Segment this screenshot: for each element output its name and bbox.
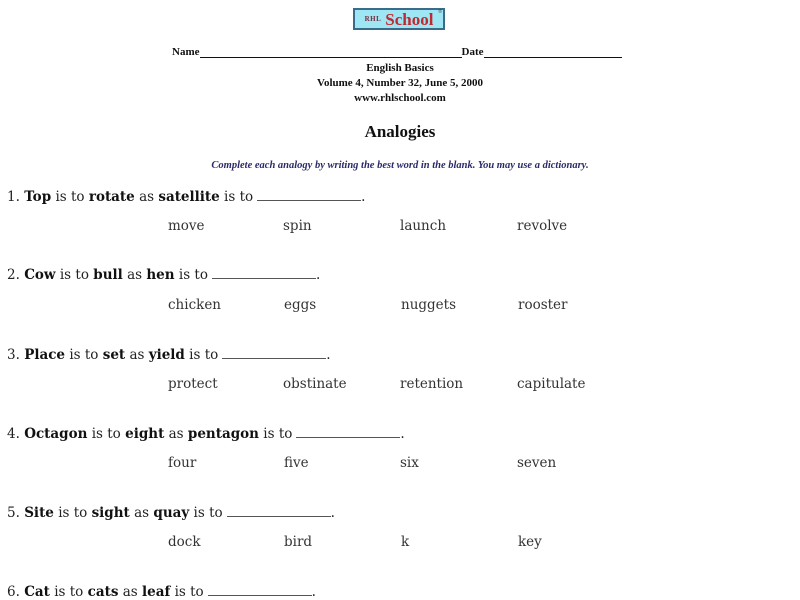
term-c: yield bbox=[148, 347, 185, 363]
term-a: Site bbox=[24, 505, 54, 521]
term-c: pentagon bbox=[187, 426, 259, 442]
term-c: quay bbox=[153, 505, 190, 521]
name-date-row bbox=[172, 46, 622, 58]
page-title: Analogies bbox=[364, 122, 436, 141]
connector: is to bbox=[224, 189, 254, 205]
question-4 bbox=[7, 423, 405, 442]
term-b: rotate bbox=[88, 189, 135, 205]
option: move bbox=[168, 218, 205, 234]
logo-name: School bbox=[385, 9, 434, 29]
period: . bbox=[326, 347, 331, 363]
term-a: Octagon bbox=[24, 426, 88, 442]
option: nuggets bbox=[401, 297, 457, 313]
term-b: bull bbox=[93, 267, 123, 283]
rhl-school-logo bbox=[353, 8, 445, 30]
term-b: sight bbox=[91, 505, 130, 521]
connector: as bbox=[122, 584, 138, 600]
name-blank[interactable] bbox=[200, 47, 462, 58]
option: seven bbox=[517, 455, 557, 471]
connector: is to bbox=[178, 267, 208, 283]
instructions: Complete each analogy by writing the best word in the blank. You may use a dictionary. bbox=[211, 160, 589, 171]
date-blank[interactable] bbox=[484, 47, 622, 58]
option: rooster bbox=[518, 297, 568, 313]
option: revolve bbox=[517, 218, 568, 234]
connector: is to bbox=[59, 267, 89, 283]
answer-blank[interactable] bbox=[222, 344, 326, 359]
option: retention bbox=[400, 376, 464, 392]
question-3 bbox=[7, 344, 331, 363]
term-b: cats bbox=[87, 584, 119, 600]
period: . bbox=[330, 505, 335, 521]
option: capitulate bbox=[517, 376, 586, 392]
connector: is to bbox=[193, 505, 223, 521]
logo-prefix: RHL bbox=[364, 15, 382, 23]
option: spin bbox=[283, 218, 312, 234]
term-b: set bbox=[102, 347, 126, 363]
question-number: 1. bbox=[7, 189, 20, 205]
connector: is to bbox=[69, 347, 99, 363]
connector: as bbox=[139, 189, 155, 205]
period: . bbox=[361, 189, 366, 205]
term-b: eight bbox=[125, 426, 165, 442]
period: . bbox=[311, 584, 316, 600]
connector: is to bbox=[58, 505, 88, 521]
connector: is to bbox=[189, 347, 219, 363]
option: dock bbox=[168, 534, 201, 550]
term-c: satellite bbox=[158, 189, 220, 205]
option: obstinate bbox=[283, 376, 347, 392]
answer-blank[interactable] bbox=[227, 502, 331, 517]
answer-blank[interactable] bbox=[212, 264, 316, 279]
connector: is to bbox=[174, 584, 204, 600]
option: launch bbox=[400, 218, 447, 234]
term-a: Place bbox=[24, 347, 66, 363]
option: chicken bbox=[168, 297, 221, 313]
term-c: leaf bbox=[142, 584, 171, 600]
connector: is to bbox=[91, 426, 121, 442]
connector: is to bbox=[263, 426, 293, 442]
issue-info: Volume 4, Number 32, June 5, 2000 bbox=[317, 77, 483, 89]
question-2 bbox=[7, 264, 320, 283]
question-5 bbox=[7, 502, 335, 521]
answer-blank[interactable] bbox=[296, 423, 400, 438]
question-number: 6. bbox=[7, 584, 20, 600]
question-number: 2. bbox=[7, 267, 20, 283]
term-a: Cat bbox=[24, 584, 50, 600]
subject-heading: English Basics bbox=[366, 62, 434, 74]
period: . bbox=[315, 267, 321, 283]
question-number: 5. bbox=[7, 505, 20, 521]
term-a: Cow bbox=[24, 267, 56, 283]
question-number: 4. bbox=[7, 426, 20, 442]
connector: as bbox=[168, 426, 184, 442]
connector: as bbox=[129, 347, 145, 363]
connector: is to bbox=[55, 189, 85, 205]
term-c: hen bbox=[146, 267, 175, 283]
option: bird bbox=[284, 534, 313, 550]
option: eggs bbox=[284, 297, 317, 313]
website-link[interactable]: www.rhlschool.com bbox=[354, 92, 446, 104]
question-6 bbox=[7, 581, 316, 600]
answer-blank[interactable] bbox=[208, 581, 312, 596]
connector: as bbox=[134, 505, 150, 521]
connector: as bbox=[127, 267, 143, 283]
question-number: 3. bbox=[7, 347, 20, 363]
option: six bbox=[400, 455, 419, 471]
option: four bbox=[168, 455, 197, 471]
trademark-icon: ® bbox=[438, 9, 442, 15]
name-label: Name bbox=[172, 46, 200, 58]
option: k bbox=[401, 534, 410, 550]
date-label: Date bbox=[461, 46, 484, 58]
period: . bbox=[400, 426, 405, 442]
question-1 bbox=[7, 186, 365, 205]
option: protect bbox=[168, 376, 218, 392]
connector: is to bbox=[54, 584, 84, 600]
option: five bbox=[284, 455, 309, 471]
option: key bbox=[518, 534, 542, 550]
term-a: Top bbox=[24, 189, 52, 205]
answer-blank[interactable] bbox=[257, 186, 361, 201]
